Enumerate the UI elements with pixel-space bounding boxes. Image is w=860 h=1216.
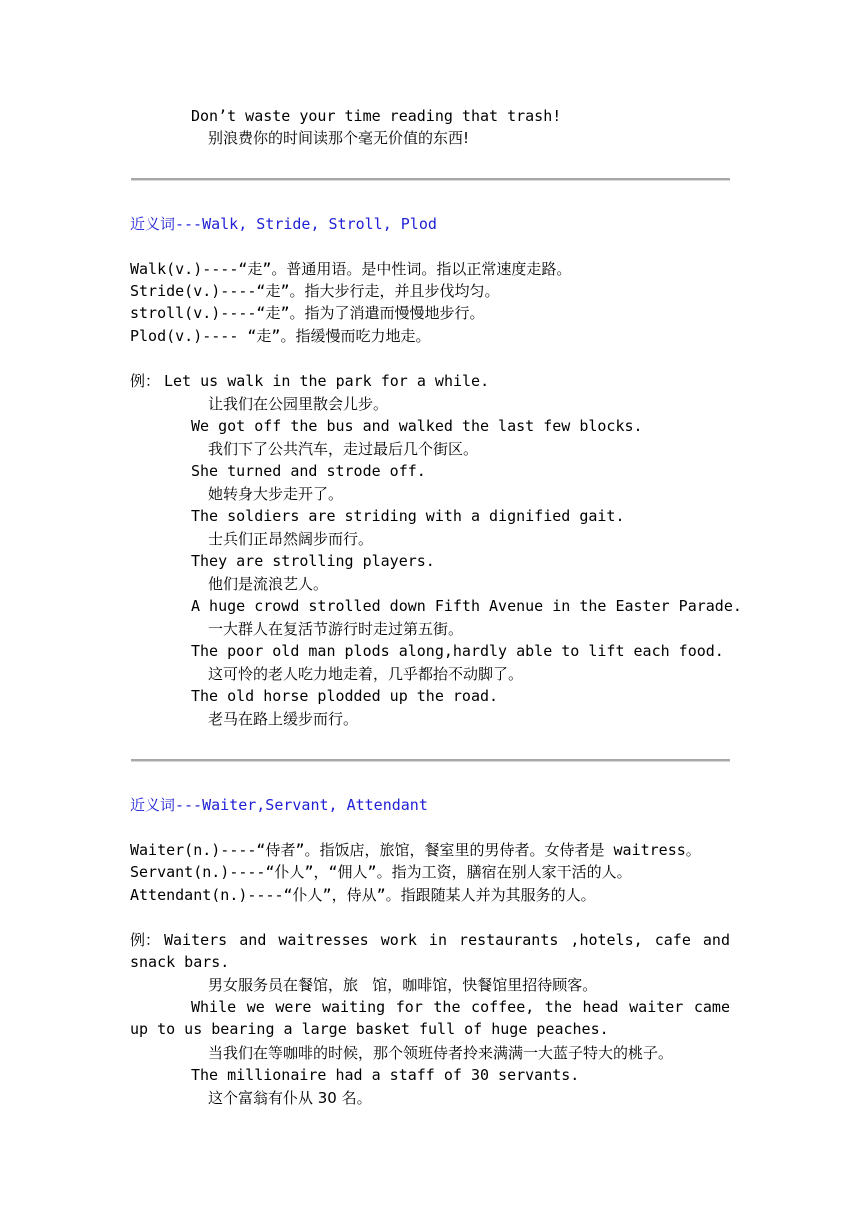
top-example-zh: 别浪费你的时间读那个毫无价值的东西! — [208, 129, 470, 147]
section1-example-en: The old horse plodded up the road. — [191, 687, 499, 705]
section2-def-waiter: Waiter(n.)----“侍者”。指饭店，旅馆，餐室里的男侍者。女侍者是 waitress。 — [130, 841, 701, 859]
section1-example-zh: 这可怜的老人吃力地走着，几乎都抬不动脚了。 — [208, 665, 524, 683]
section1-example-en: The soldiers are striding with a dignified gait. — [191, 507, 625, 525]
section-divider — [131, 759, 730, 762]
section2-def-attendant: Attendant(n.)----“仆人”，侍从”。指跟随某人并为其服务的人。 — [130, 886, 596, 904]
section1-def-stroll: stroll(v.)----“走”。指为了消遣而慢慢地步行。 — [130, 304, 485, 322]
section2-heading: 近义词---Waiter,Servant, Attendant — [130, 796, 428, 814]
section1-def-walk: Walk(v.)----“走”。普通用语。是中性词。指以正常速度走路。 — [130, 260, 572, 278]
top-example-en: Don’t waste your time reading that trash! — [191, 107, 562, 125]
section2-example1-zh: 男女服务员在餐馆，旅 馆，咖啡馆，快餐馆里招待顾客。 — [208, 976, 598, 994]
section2-example3-en: The millionaire had a staff of 30 servants. — [191, 1066, 580, 1084]
section1-example-zh: 一大群人在复活节游行时走过第五街。 — [208, 620, 464, 638]
section1-example-en: Let us walk in the park for a while. — [164, 372, 490, 390]
section1-example-prefix: 例： — [130, 372, 161, 390]
section2-example-prefix: 例： — [130, 931, 161, 949]
section2-example2-en: While we were waiting for the coffee, the head waiter came up to us bearing a large basket full of huge peaches. — [130, 998, 730, 1038]
section1-example-en: We got off the bus and walked the last few blocks. — [191, 417, 643, 435]
section1-example-en: The poor old man plods along,hardly able to lift each food. — [191, 642, 724, 660]
section1-heading: 近义词---Walk, Stride, Stroll, Plod — [130, 215, 437, 233]
section2-example2-zh: 当我们在等咖啡的时候，那个领班侍者拎来满满一大蓝子特大的桃子。 — [208, 1044, 674, 1062]
section1-example-zh: 士兵们正昂然阔步而行。 — [208, 530, 374, 548]
section1-example-zh: 让我们在公园里散会儿步。 — [208, 395, 389, 413]
section1-example-en: A huge crowd strolled down Fifth Avenue in the Easter Parade. — [191, 597, 742, 615]
section1-example-zh: 我们下了公共汽车，走过最后几个街区。 — [208, 440, 479, 458]
section-divider — [131, 178, 730, 181]
section1-def-stride: Stride(v.)----“走”。指大步行走，并且步伐均匀。 — [130, 282, 500, 300]
section2-example3-zh: 这个富翁有仆从 30 名。 — [208, 1089, 372, 1107]
section2-def-servant: Servant(n.)----“仆人”，“佣人”。指为工资，膳宿在别人家干活的人。 — [130, 863, 632, 881]
section1-example-zh: 老马在路上缓步而行。 — [208, 710, 359, 728]
section1-example-zh: 他们是流浪艺人。 — [208, 575, 329, 593]
section2-example1-en: Waiters and waitresses work in restaurants ,hotels, cafe and snack bars. — [130, 931, 730, 971]
section1-example-en: They are strolling players. — [191, 552, 435, 570]
section1-def-plod: Plod(v.)---- “走”。指缓慢而吃力地走。 — [130, 327, 431, 345]
section1-example-en: She turned and strode off. — [191, 462, 426, 480]
section1-example-zh: 她转身大步走开了。 — [208, 485, 344, 503]
